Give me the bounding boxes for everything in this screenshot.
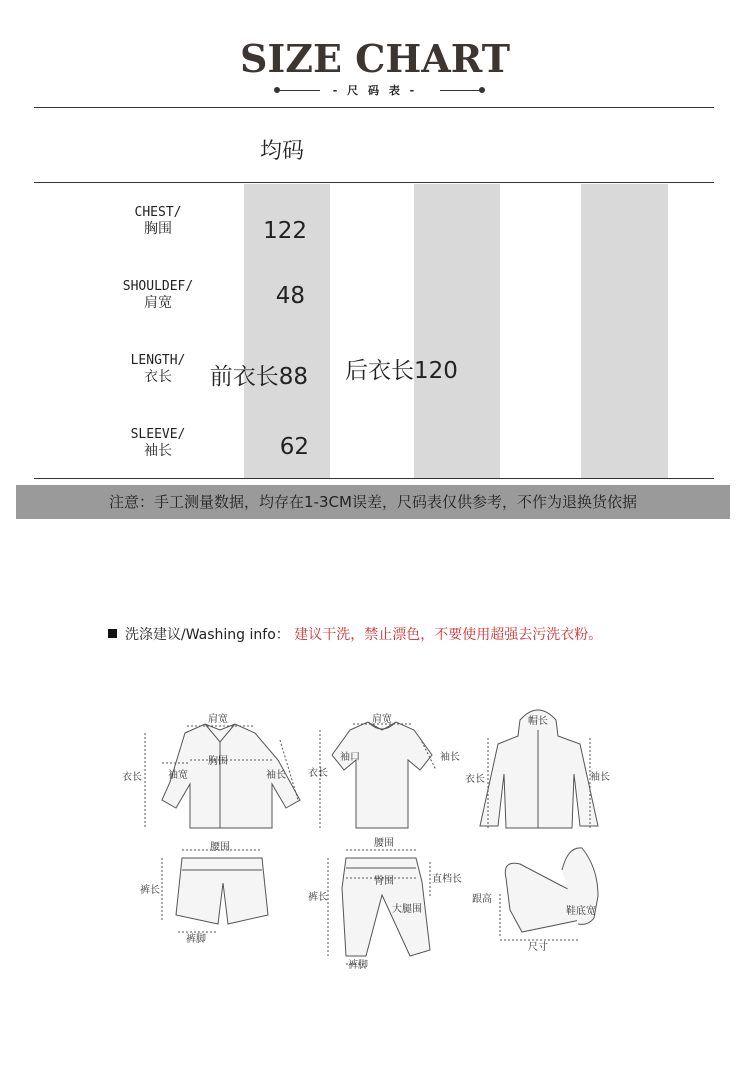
row-label-chest [98, 204, 218, 238]
label-zh: 衣长 [144, 369, 172, 385]
right-dot [479, 87, 485, 93]
tee-length-label: 衣长 [308, 768, 328, 779]
shirt-chest-label: 胸围 [208, 756, 228, 767]
shorts-waist-label: 腰围 [210, 842, 230, 853]
value-sleeve: 62 [279, 434, 309, 460]
label-zh: 袖长 [144, 443, 172, 459]
label-zh: 胸围 [144, 221, 172, 237]
tee-cuff-label: 袖口 [340, 752, 360, 763]
value-length-front: 前衣长88 [209, 364, 308, 390]
pants-thigh-label: 大腿围 [392, 904, 422, 915]
shoe-sole-label: 鞋底宽 [566, 906, 596, 917]
hoodie-length-label: 衣长 [465, 774, 485, 785]
shoe-diagram [500, 848, 598, 940]
label-zh: 肩宽 [144, 295, 172, 311]
divider-header [34, 182, 714, 183]
note-bar [16, 485, 730, 519]
shirt-sleeve-label: 袖长 [266, 770, 286, 781]
washing-advice: 建议干洗，禁止漂色，不要使用超强去污洗衣粉。 [294, 627, 603, 643]
shirt-length-label: 衣长 [122, 772, 142, 783]
pants-hem-label: 裤脚 [348, 960, 368, 971]
label-en: SHOULDEF/ [122, 279, 194, 294]
measurement-diagrams [110, 700, 630, 980]
washing-info [108, 624, 602, 644]
label-en: LENGTH/ [130, 353, 186, 368]
pants-hip-label: 臀围 [374, 876, 394, 887]
hoodie-hood-label: 帽长 [528, 716, 548, 727]
page-title: SIZE CHART [240, 36, 510, 81]
hoodie-diagram [480, 710, 598, 828]
row-label-sleeve [98, 426, 218, 460]
shorts-hem-label: 裤脚 [186, 934, 206, 945]
page-subtitle [0, 82, 750, 98]
tee-sleeve-label: 袖长 [440, 752, 460, 763]
shirt-shoulder-label: 肩宽 [208, 714, 228, 725]
pants-length-label: 裤长 [308, 892, 328, 903]
right-line [440, 90, 482, 91]
subtitle-text: - 尺 码 表 - [332, 84, 418, 97]
size-header: 均码 [260, 139, 305, 164]
label-en: SLEEVE/ [130, 427, 186, 442]
shoe-heel-label: 跟高 [472, 894, 492, 905]
shorts-length-label: 裤长 [140, 885, 160, 896]
pants-rise-label: 直档长 [432, 874, 462, 885]
tee-diagram [320, 722, 436, 828]
hoodie-sleeve-label: 袖长 [590, 772, 610, 783]
shorts-diagram [162, 850, 268, 932]
value-shoulder: 48 [275, 283, 305, 309]
row-label-shoulder [98, 278, 218, 312]
shoe-size-label: 尺寸 [528, 942, 548, 953]
shirt-sleevewidth-label: 袖宽 [168, 770, 188, 781]
bullet-square-icon [108, 629, 117, 638]
note-text: 注意：手工测量数据，均存在1-3CM误差，尺码表仅供参考，不作为退换货依据 [109, 493, 637, 511]
column-stripe [414, 184, 500, 478]
tee-shoulder-label: 肩宽 [372, 714, 392, 725]
value-chest: 122 [263, 218, 307, 244]
label-en: CHEST/ [134, 205, 182, 220]
divider-bottom [34, 478, 714, 479]
divider-top [34, 107, 714, 108]
column-stripe [581, 184, 668, 478]
washing-label: 洗涤建议/Washing info： [125, 627, 290, 643]
pants-waist-label: 腰围 [374, 838, 394, 849]
value-length-back: 后衣长120 [345, 358, 458, 384]
